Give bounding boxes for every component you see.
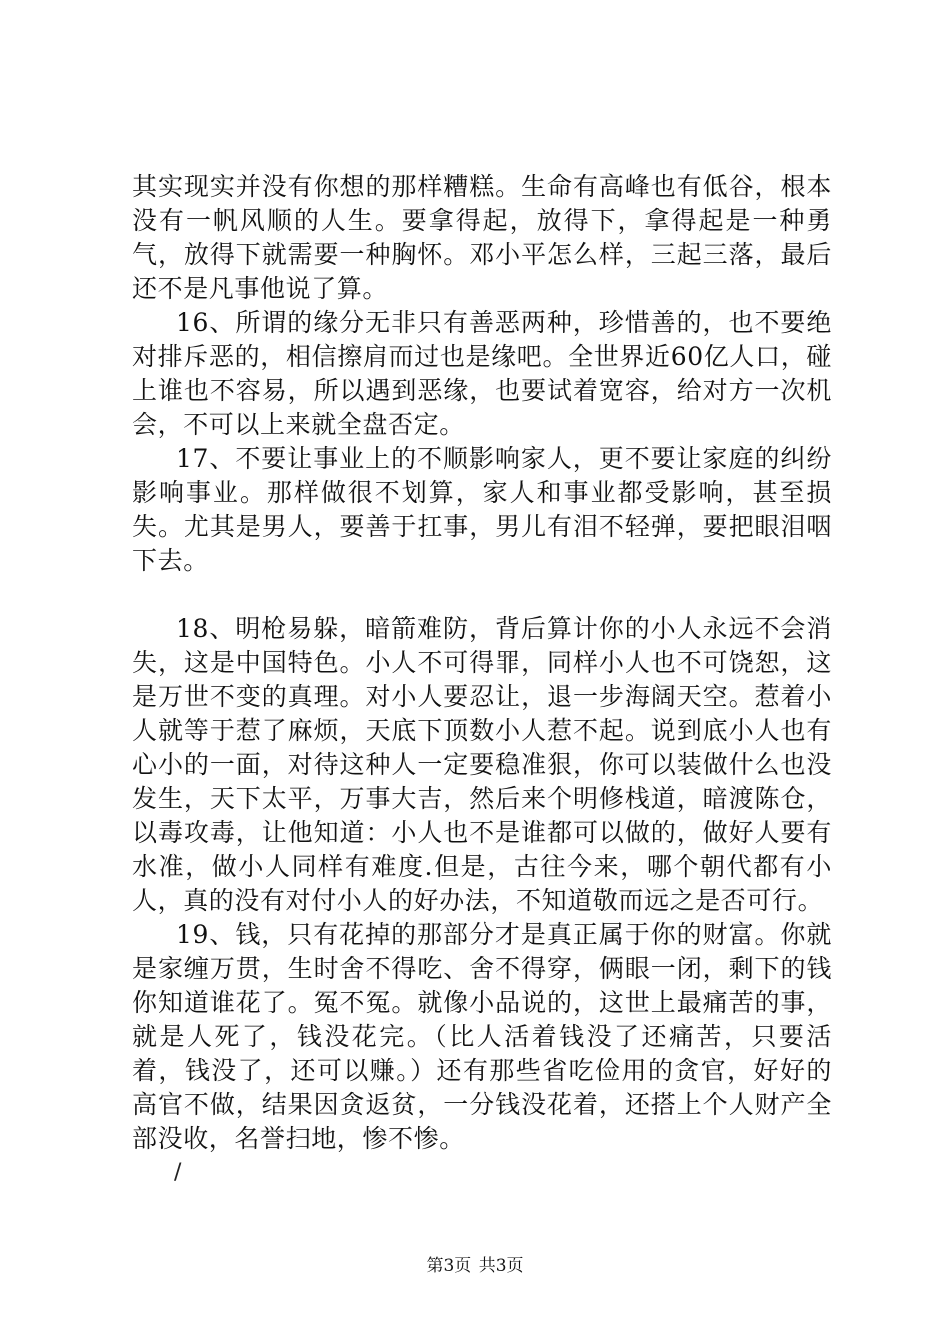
document-body — [132, 170, 832, 1190]
paragraph-16: 16、所谓的缘分无非只有善恶两种，珍惜善的，也不要绝对排斥恶的，相信擦肩而过也是缘吧。全世界近60亿人口，碰上谁也不容易，所以遇到恶缘，也要试着宽容，给对方一次机会，不可以上来就全盘否定。 — [132, 308, 832, 439]
trailing-slash-mark: / — [174, 1160, 183, 1185]
page-footer — [0, 1255, 950, 1277]
paragraph-17: 17、不要让事业上的不顺影响家人，更不要让家庭的纠纷影响事业。那样做很不划算，家人和事业都受影响，甚至损失。尤其是男人，要善于扛事，男儿有泪不轻弹，要把眼泪咽下去。 — [132, 444, 832, 575]
paragraph-gap — [132, 578, 832, 612]
page-number: 第3页 — [426, 1256, 472, 1276]
paragraph-19: 19、钱，只有花掉的那部分才是真正属于你的财富。你就是家缠万贯，生时舍不得吃、舍不得穿，俩眼一闭，剩下的钱你知道谁花了。冤不冤。就像小品说的，这世上最痛苦的事，就是人死了，钱没花完。（比人活着钱没了还痛苦，只要活着，钱没了，还可以赚。）还有那些省吃俭用的贪官，好好的高官不做，结果因贪返贫，一分钱没花着，还搭上个人财产全部没收，名誉扫地，惨不惨。 — [132, 920, 832, 1153]
page-total: 共3页 — [478, 1256, 524, 1276]
paragraph-18: 18、明枪易躲，暗箭难防，背后算计你的小人永远不会消失，这是中国特色。小人不可得罪，同样小人也不可饶恕，这是万世不变的真理。对小人要忍让，退一步海阔天空。惹着小人就等于惹了麻烦，天底下顶数小人惹不起。说到底小人也有心小的一面，对待这种人一定要稳准狠，你可以装做什么也没发生，天下太平，万事大吉，然后来个明修栈道，暗渡陈仓，以毒攻毒，让他知道：小人也不是谁都可以做的，做好人要有水准，做小人同样有难度.但是，古往今来，哪个朝代都有小人，真的没有对付小人的好办法，不知道敬而远之是否可行。 — [132, 614, 832, 915]
paragraph-continuation: 其实现实并没有你想的那样糟糕。生命有高峰也有低谷，根本没有一帆风顺的人生。要拿得起，放得下，拿得起是一种勇气，放得下就需要一种胸怀。邓小平怎么样，三起三落，最后还不是凡事他说了算。 — [132, 172, 832, 303]
